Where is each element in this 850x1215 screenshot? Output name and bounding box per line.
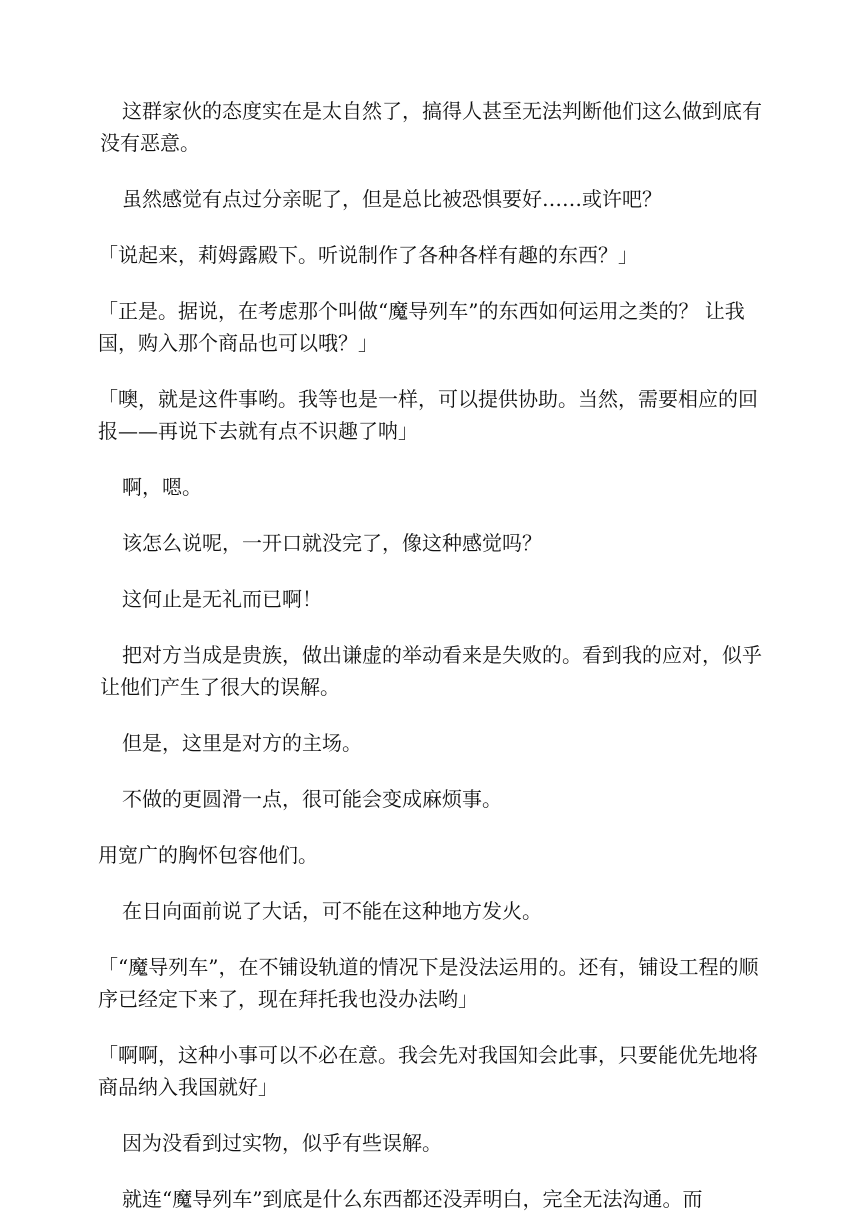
dialogue-paragraph: 「“魔导列车”，在不铺设轨道的情况下是没法运用的。还有，铺设工程的顺序已经定下来了，现在拜托我也没办法哟」	[98, 955, 759, 1011]
paragraph: 在日向面前说了大话，可不能在这种地方发火。	[122, 899, 542, 923]
dialogue-paragraph: 「说起来，莉姆露殿下。听说制作了各种各样有趣的东西？」	[98, 243, 638, 267]
paragraph: 啊，嗯。	[122, 475, 202, 499]
paragraph: 不做的更圆滑一点，很可能会变成麻烦事。	[122, 787, 502, 811]
paragraph: 用宽广的胸怀包容他们。	[98, 843, 318, 867]
paragraph: 该怎么说呢，一开口就没完了，像这种感觉吗？	[122, 531, 542, 555]
dialogue-paragraph: 「正是。据说，在考虑那个叫做“魔导列车”的东西如何运用之类的？ 让我国，购入那个商品也可以哦？」	[98, 299, 745, 355]
dialogue-paragraph: 「啊啊，这种小事可以不必在意。我会先对我国知会此事，只要能优先地将商品纳入我国就好」	[98, 1043, 758, 1099]
paragraph: 因为没看到过实物，似乎有些误解。	[122, 1131, 442, 1155]
paragraph: 把对方当成是贵族，做出谦虚的举动看来是失败的。看到我的应对，似乎让他们产生了很大的误解。	[100, 643, 762, 699]
dialogue-paragraph: 「噢，就是这件事哟。我等也是一样，可以提供协助。当然，需要相应的回报——再说下去就有点不识趣了呐」	[98, 387, 758, 443]
paragraph: 但是，这里是对方的主场。	[122, 731, 362, 755]
paragraph: 就连“魔导列车”到底是什么东西都还没弄明白，完全无法沟通。而	[122, 1187, 703, 1211]
paragraph: 这群家伙的态度实在是太自然了，搞得人甚至无法判断他们这么做到底有没有恶意。	[100, 99, 762, 155]
paragraph: 虽然感觉有点过分亲昵了，但是总比被恐惧要好……或许吧？	[122, 187, 662, 211]
paragraph: 这何止是无礼而已啊！	[122, 587, 322, 611]
